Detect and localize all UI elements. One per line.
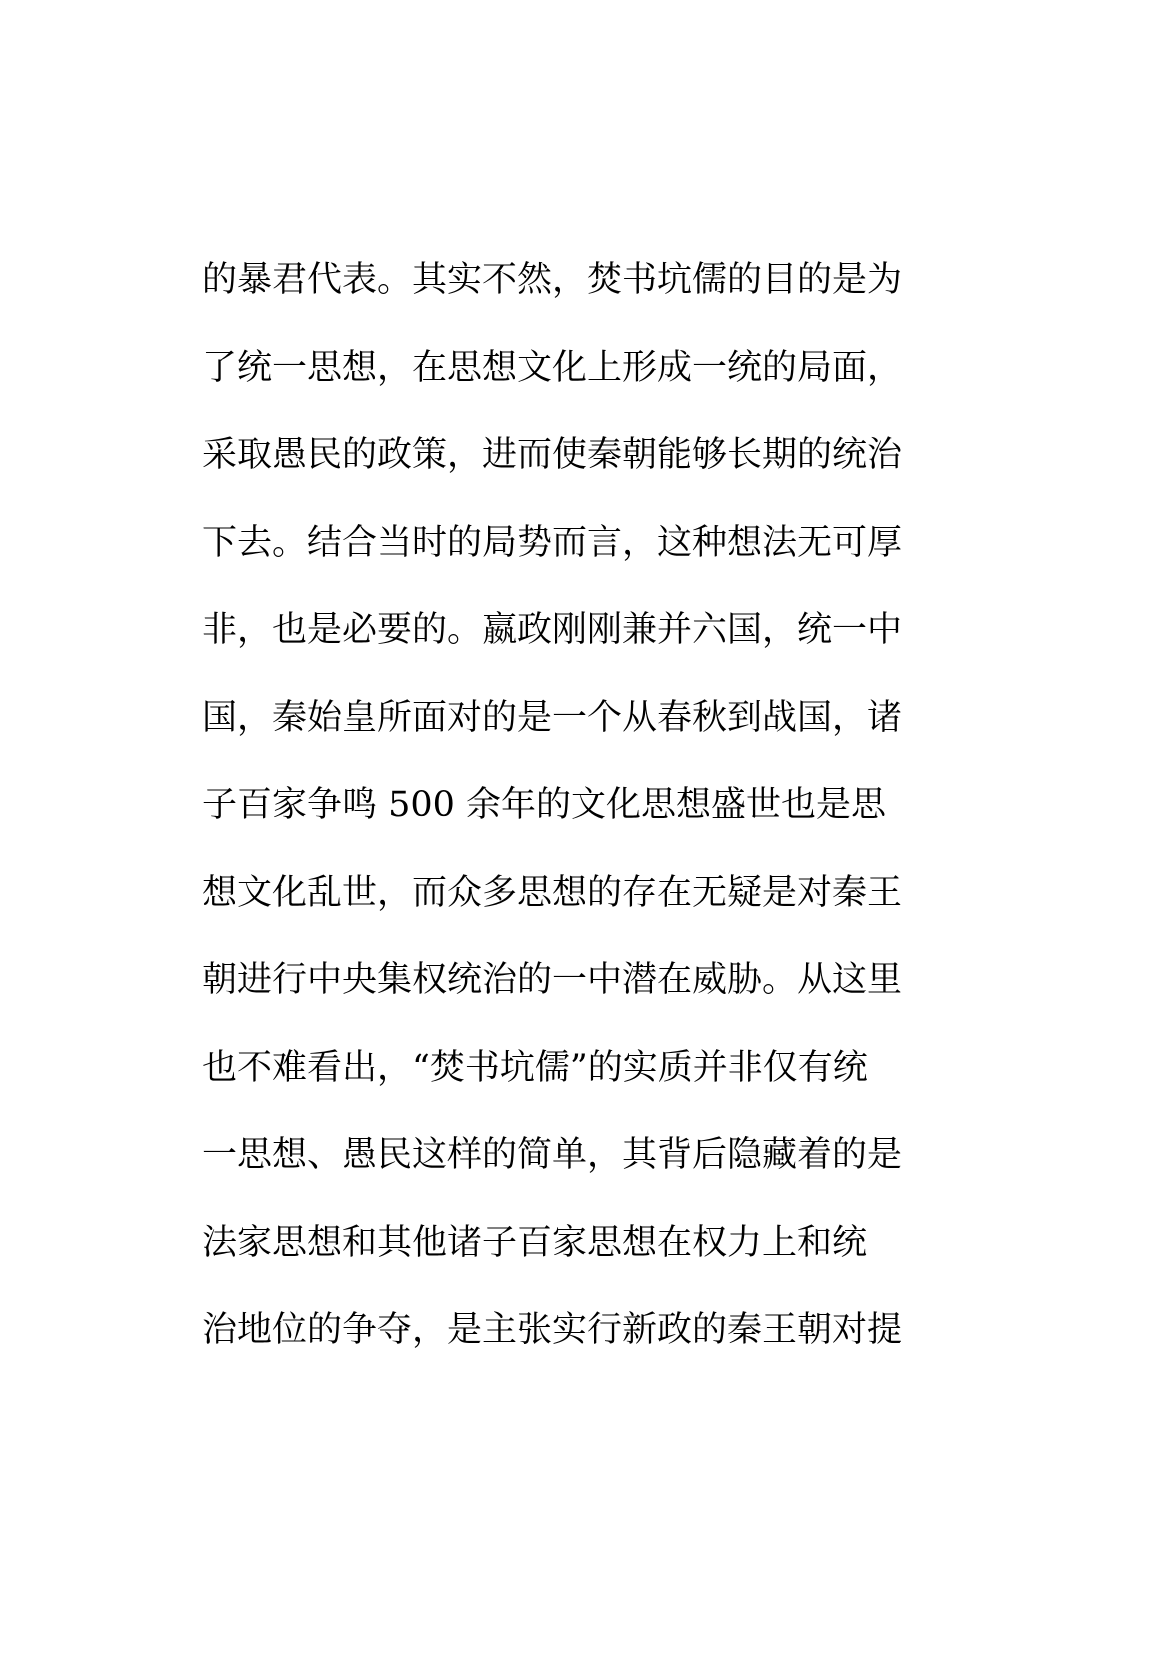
text-line: 想文化乱世，而众多思想的存在无疑是对秦王 xyxy=(202,872,903,913)
text-line: 的暴君代表。其实不然，焚书坑儒的目的是为 xyxy=(202,260,903,300)
body-paragraph xyxy=(202,245,972,1383)
text-line: 法家思想和其他诸子百家思想在权力上和统 xyxy=(202,1222,868,1263)
text-line: 一思想、愚民这样的简单，其背后隐藏着的是 xyxy=(202,1135,903,1175)
text-line: 下去。结合当时的局势而言，这种想法无可厚 xyxy=(202,522,903,563)
text-line: 采取愚民的政策，进而使秦朝能够长期的统治 xyxy=(202,435,903,475)
text-line: 非，也是必要的。嬴政刚刚兼并六国，统一中 xyxy=(202,610,903,650)
text-line: 治地位的争夺，是主张实行新政的秦王朝对提 xyxy=(202,1310,903,1350)
text-line: 子百家争鸣 500 余年的文化思想盛世也是思 xyxy=(202,785,887,825)
text-line: 也不难看出，“焚书坑儒”的实质并非仅有统 xyxy=(202,1047,868,1088)
text-line: 朝进行中央集权统治的一中潜在威胁。从这里 xyxy=(202,960,903,1000)
text-line: 了统一思想，在思想文化上形成一统的局面， xyxy=(202,347,903,388)
text-line: 国，秦始皇所面对的是一个从春秋到战国，诸 xyxy=(202,697,903,738)
